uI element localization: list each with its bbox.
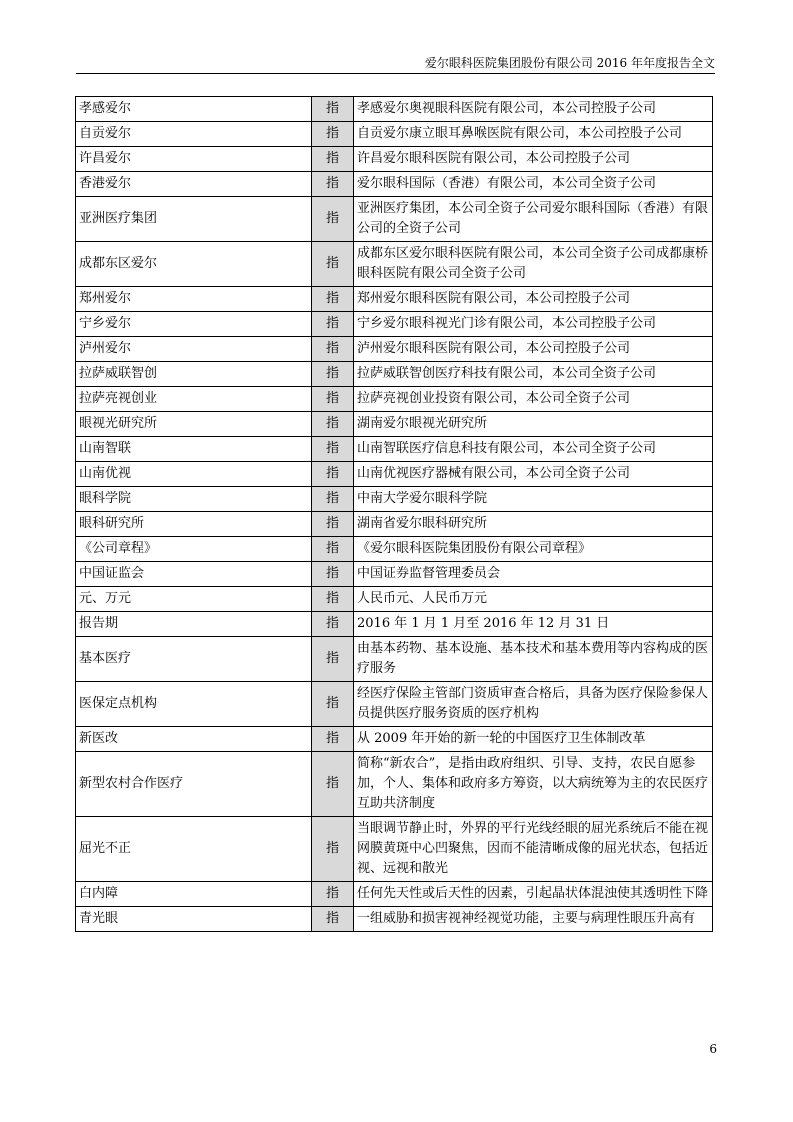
term-cell: 青光眼 [76, 907, 312, 932]
table-row [76, 362, 713, 387]
term-cell: 郑州爱尔 [76, 287, 312, 312]
term-cell: 新型农村合作医疗 [76, 752, 312, 817]
indicator-cell: 指 [312, 537, 354, 562]
indicator-cell: 指 [312, 512, 354, 537]
definition-cell: 从 2009 年开始的新一轮的中国医疗卫生体制改革 [354, 727, 713, 752]
indicator-cell: 指 [312, 907, 354, 932]
table-row [76, 907, 713, 932]
indicator-cell: 指 [312, 197, 354, 242]
term-cell: 基本医疗 [76, 637, 312, 682]
definition-cell: 湖南爱尔眼视光研究所 [354, 412, 713, 437]
indicator-cell: 指 [312, 727, 354, 752]
term-cell: 屈光不正 [76, 817, 312, 882]
term-cell: 医保定点机构 [76, 682, 312, 727]
indicator-cell: 指 [312, 437, 354, 462]
term-cell: 成都东区爱尔 [76, 242, 312, 287]
indicator-cell: 指 [312, 752, 354, 817]
term-cell: 元、万元 [76, 587, 312, 612]
definition-cell: 山南优视医疗器械有限公司，本公司全资子公司 [354, 462, 713, 487]
definition-cell: 任何先天性或后天性的因素，引起晶状体混浊使其透明性下降 [354, 882, 713, 907]
table-row [76, 752, 713, 817]
indicator-cell: 指 [312, 587, 354, 612]
definition-cell: 中国证券监督管理委员会 [354, 562, 713, 587]
definition-cell: 由基本药物、基本设施、基本技术和基本费用等内容构成的医疗服务 [354, 637, 713, 682]
table-row [76, 682, 713, 727]
indicator-cell: 指 [312, 817, 354, 882]
indicator-cell: 指 [312, 487, 354, 512]
indicator-cell: 指 [312, 312, 354, 337]
term-cell: 山南优视 [76, 462, 312, 487]
term-cell: 报告期 [76, 612, 312, 637]
definition-cell: 《爱尔眼科医院集团股份有限公司章程》 [354, 537, 713, 562]
term-cell: 自贡爱尔 [76, 122, 312, 147]
definition-cell: 拉萨威联智创医疗科技有限公司，本公司全资子公司 [354, 362, 713, 387]
definition-cell: 亚洲医疗集团，本公司全资子公司爱尔眼科国际（香港）有限公司的全资子公司 [354, 197, 713, 242]
term-cell: 山南智联 [76, 437, 312, 462]
table-row [76, 462, 713, 487]
term-cell: 拉萨威联智创 [76, 362, 312, 387]
table-row [76, 312, 713, 337]
table-row [76, 412, 713, 437]
definition-cell: 爱尔眼科国际（香港）有限公司，本公司全资子公司 [354, 172, 713, 197]
table-row [76, 287, 713, 312]
indicator-cell: 指 [312, 412, 354, 437]
table-row [76, 727, 713, 752]
definition-cell: 许昌爱尔眼科医院有限公司，本公司控股子公司 [354, 147, 713, 172]
table-row [76, 612, 713, 637]
table-row [76, 537, 713, 562]
indicator-cell: 指 [312, 387, 354, 412]
term-cell: 亚洲医疗集团 [76, 197, 312, 242]
indicator-cell: 指 [312, 682, 354, 727]
indicator-cell: 指 [312, 637, 354, 682]
table-row [76, 817, 713, 882]
definitions-body [76, 97, 713, 932]
indicator-cell: 指 [312, 147, 354, 172]
definition-cell: 一组威胁和损害视神经视觉功能，主要与病理性眼压升高有 [354, 907, 713, 932]
indicator-cell: 指 [312, 287, 354, 312]
term-cell: 许昌爱尔 [76, 147, 312, 172]
definition-cell: 山南智联医疗信息科技有限公司，本公司全资子公司 [354, 437, 713, 462]
definition-cell: 中南大学爱尔眼科学院 [354, 487, 713, 512]
term-cell: 眼科研究所 [76, 512, 312, 537]
term-cell: 拉萨亮视创业 [76, 387, 312, 412]
definitions-table [75, 96, 713, 932]
definition-cell: 宁乡爱尔眼科视光门诊有限公司，本公司控股子公司 [354, 312, 713, 337]
table-row [76, 172, 713, 197]
term-cell: 泸州爱尔 [76, 337, 312, 362]
table-row [76, 562, 713, 587]
term-cell: 孝感爱尔 [76, 97, 312, 122]
table-row [76, 637, 713, 682]
page-header [76, 56, 715, 74]
indicator-cell: 指 [312, 122, 354, 147]
term-cell: 宁乡爱尔 [76, 312, 312, 337]
term-cell: 眼视光研究所 [76, 412, 312, 437]
page-number: 6 [709, 1042, 717, 1056]
indicator-cell: 指 [312, 612, 354, 637]
definition-cell: 当眼调节静止时，外界的平行光线经眼的屈光系统后不能在视网膜黄斑中心凹聚焦，因而不能清晰成像的屈光状态，包括近视、远视和散光 [354, 817, 713, 882]
definition-cell: 经医疗保险主管部门资质审查合格后，具备为医疗保险参保人员提供医疗服务资质的医疗机构 [354, 682, 713, 727]
table-row [76, 147, 713, 172]
table-row [76, 512, 713, 537]
definition-cell: 自贡爱尔康立眼耳鼻喉医院有限公司，本公司控股子公司 [354, 122, 713, 147]
report-title: 爱尔眼科医院集团股份有限公司 2016 年年度报告全文 [424, 56, 715, 70]
table-row [76, 337, 713, 362]
indicator-cell: 指 [312, 242, 354, 287]
definition-cell: 孝感爱尔奥视眼科医院有限公司，本公司控股子公司 [354, 97, 713, 122]
definition-cell: 简称“新农合”，是指由政府组织、引导、支持，农民自愿参加，个人、集体和政府多方筹资，以大病统筹为主的农民医疗互助共济制度 [354, 752, 713, 817]
table-row [76, 97, 713, 122]
definition-cell: 泸州爱尔眼科医院有限公司，本公司控股子公司 [354, 337, 713, 362]
term-cell: 《公司章程》 [76, 537, 312, 562]
table-row [76, 242, 713, 287]
definition-cell: 人民币元、人民币万元 [354, 587, 713, 612]
table-row [76, 122, 713, 147]
term-cell: 香港爱尔 [76, 172, 312, 197]
table-row [76, 487, 713, 512]
indicator-cell: 指 [312, 172, 354, 197]
indicator-cell: 指 [312, 362, 354, 387]
definition-cell: 郑州爱尔眼科医院有限公司，本公司控股子公司 [354, 287, 713, 312]
indicator-cell: 指 [312, 462, 354, 487]
term-cell: 中国证监会 [76, 562, 312, 587]
indicator-cell: 指 [312, 562, 354, 587]
indicator-cell: 指 [312, 882, 354, 907]
term-cell: 新医改 [76, 727, 312, 752]
table-row [76, 437, 713, 462]
table-row [76, 882, 713, 907]
indicator-cell: 指 [312, 337, 354, 362]
term-cell: 眼科学院 [76, 487, 312, 512]
table-row [76, 587, 713, 612]
definition-cell: 2016 年 1 月 1 月至 2016 年 12 月 31 日 [354, 612, 713, 637]
indicator-cell: 指 [312, 97, 354, 122]
table-row [76, 387, 713, 412]
definition-cell: 成都东区爱尔眼科医院有限公司，本公司全资子公司成都康桥眼科医院有限公司全资子公司 [354, 242, 713, 287]
table-row [76, 197, 713, 242]
definition-cell: 湖南省爱尔眼科研究所 [354, 512, 713, 537]
definition-cell: 拉萨亮视创业投资有限公司，本公司全资子公司 [354, 387, 713, 412]
term-cell: 白内障 [76, 882, 312, 907]
